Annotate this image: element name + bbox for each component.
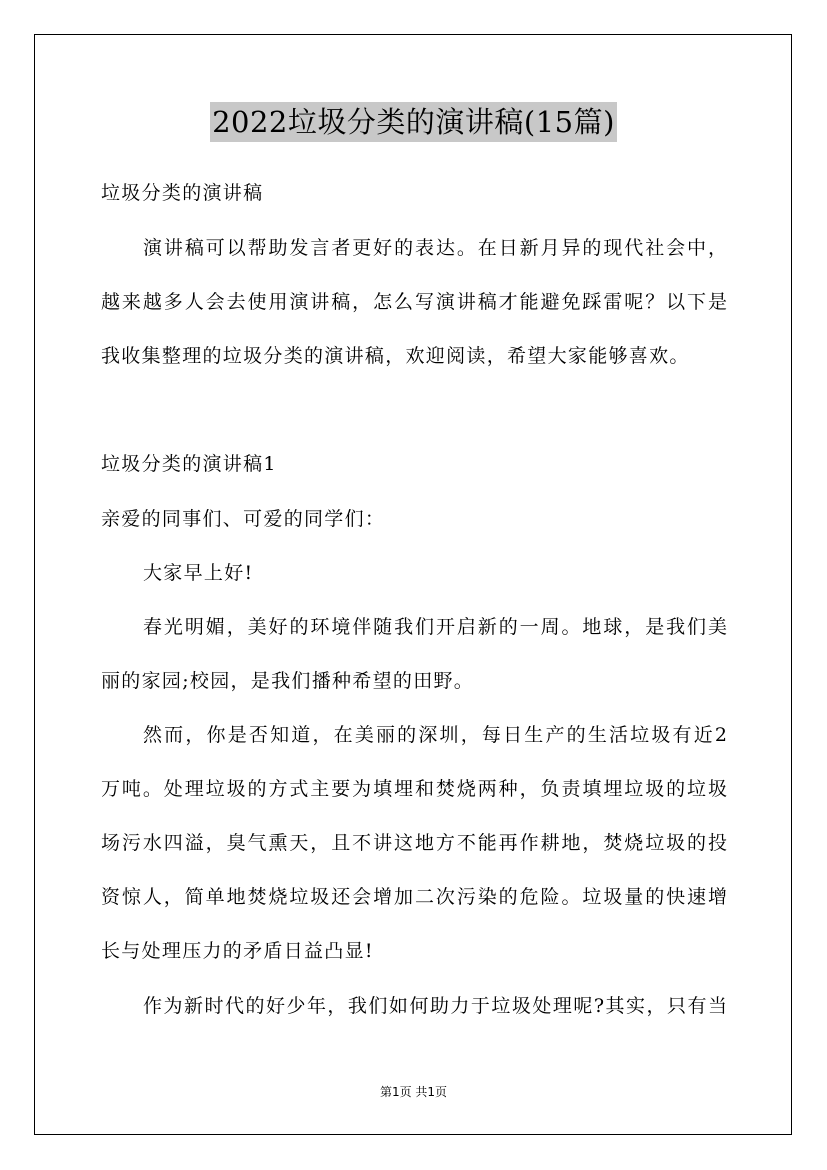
paragraph-line: 资惊人，简单地焚烧垃圾还会增加二次污染的危险。垃圾量的快速增 [101,886,727,908]
document-title: 2022垃圾分类的演讲稿(15篇) [210,102,617,142]
paragraph-line: 场污水四溢，臭气熏天，且不讲这地方不能再作耕地，焚烧垃圾的投 [101,832,727,854]
title-container [0,102,827,142]
paragraph-line: 丽的家园;校园，是我们播种希望的田野。 [101,670,475,692]
paragraph-line: 长与处理压力的矛盾日益凸显! [101,940,374,962]
salutation: 亲爱的同事们、可爱的同学们： [101,508,386,530]
section-heading: 垃圾分类的演讲稿1 [101,453,277,475]
paragraph-line: 万吨。处理垃圾的方式主要为填埋和焚烧两种，负责填埋垃圾的垃圾 [101,778,727,800]
paragraph-line: 我收集整理的垃圾分类的演讲稿，欢迎阅读，希望大家能够喜欢。 [101,345,690,367]
paragraph-line: 然而，你是否知道，在美丽的深圳，每日生产的生活垃圾有近2 [143,724,727,746]
greeting: 大家早上好! [143,562,254,584]
paragraph-line: 作为新时代的好少年，我们如何助力于垃圾处理呢?其实，只有当 [143,995,727,1017]
paragraph-line: 春光明媚，美好的环境伴随我们开启新的一周。地球，是我们美 [143,616,727,638]
paragraph-line: 越来越多人会去使用演讲稿，怎么写演讲稿才能避免踩雷呢？以下是 [101,291,727,313]
page-footer: 第1页 共1页 [379,1085,448,1099]
section-heading: 垃圾分类的演讲稿 [101,182,264,204]
paragraph-line: 演讲稿可以帮助发言者更好的表达。在日新月异的现代社会中， [143,237,727,259]
